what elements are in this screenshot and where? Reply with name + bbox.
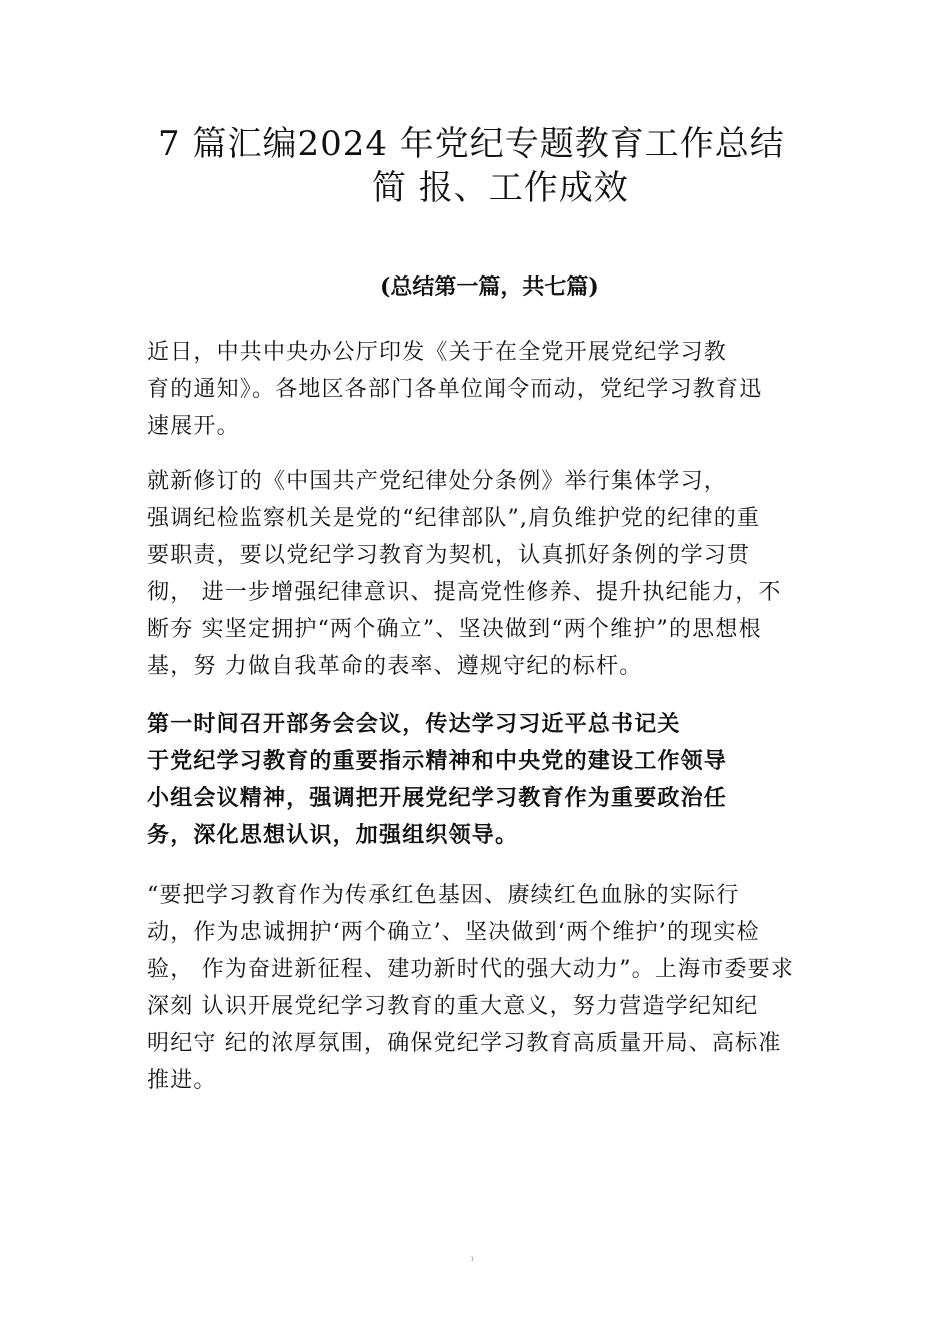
paragraph-line: 彻， 进一步增强纪律意识、提高党性修养、提升执纪能力，不 xyxy=(147,580,782,605)
paragraph-line: 明纪守 纪的浓厚氛围，确保党纪学习教育高质量开局、高标准 xyxy=(147,1031,782,1056)
page-footer-mark: ı xyxy=(471,1254,474,1263)
paragraph-line: 动，作为忠诚拥护‘两个确立’、坚决做到‘两个维护’的现实检 xyxy=(147,920,760,945)
paragraph-2 xyxy=(147,463,827,685)
paragraph-line: 于党纪学习教育的重要指示精神和中央党的建设工作领导 xyxy=(147,748,728,774)
paragraph-line: “要把学习教育作为传承红色基因、赓续红色血脉的实际行 xyxy=(147,883,740,908)
paragraph-line: 断夯 实坚定拥护“两个确立”、坚决做到“两个维护”的思想根 xyxy=(147,617,762,642)
paragraph-line: 务，深化思想认识，加强组织领导。 xyxy=(147,822,519,848)
paragraph-line: 速展开。 xyxy=(147,414,240,439)
paragraph-line: 要职责，要以党纪学习教育为契机，认真抓好条例的学习贯 xyxy=(147,543,751,568)
paragraph-line: 基，努 力做自我革命的表率、遵规守纪的标杆。 xyxy=(147,654,643,679)
paragraph-line: 育的通知》。各地区各部门各单位闻令而动，党纪学习教育迅 xyxy=(147,377,763,402)
paragraph-1 xyxy=(147,334,827,445)
document-subtitle: (总结第一篇，共七篇) xyxy=(380,274,599,300)
document-title-line-1: 7 篇汇编2024 年党纪专题教育工作总结 xyxy=(158,124,785,164)
paragraph-line: 强调纪检监察机关是党的“纪律部队”,肩负维护党的纪律的重 xyxy=(147,506,761,531)
paragraph-line: 推进。 xyxy=(147,1068,217,1093)
paragraph-line: 近日，中共中央办公厅印发《关于在全党开展党纪学习教 xyxy=(147,340,728,365)
paragraph-line: 验， 作为奋进新征程、建功新时代的强大动力”。上海市委要求 xyxy=(147,957,795,982)
paragraph-line: 就新修订的《中国共产党纪律处分条例》举行集体学习， xyxy=(147,469,728,494)
paragraph-line: 第一时间召开部务会会议，传达学习习近平总书记关 xyxy=(147,711,681,737)
paragraph-4 xyxy=(147,877,827,1099)
document-title-line-2: 简 报、工作成效 xyxy=(372,168,629,208)
paragraph-line: 深刻 认识开展党纪学习教育的重大意义，努力营造学纪知纪 xyxy=(147,994,759,1019)
paragraph-3-bold xyxy=(147,706,827,854)
paragraph-line: 小组会议精神，强调把开展党纪学习教育作为重要政治任 xyxy=(147,785,728,811)
